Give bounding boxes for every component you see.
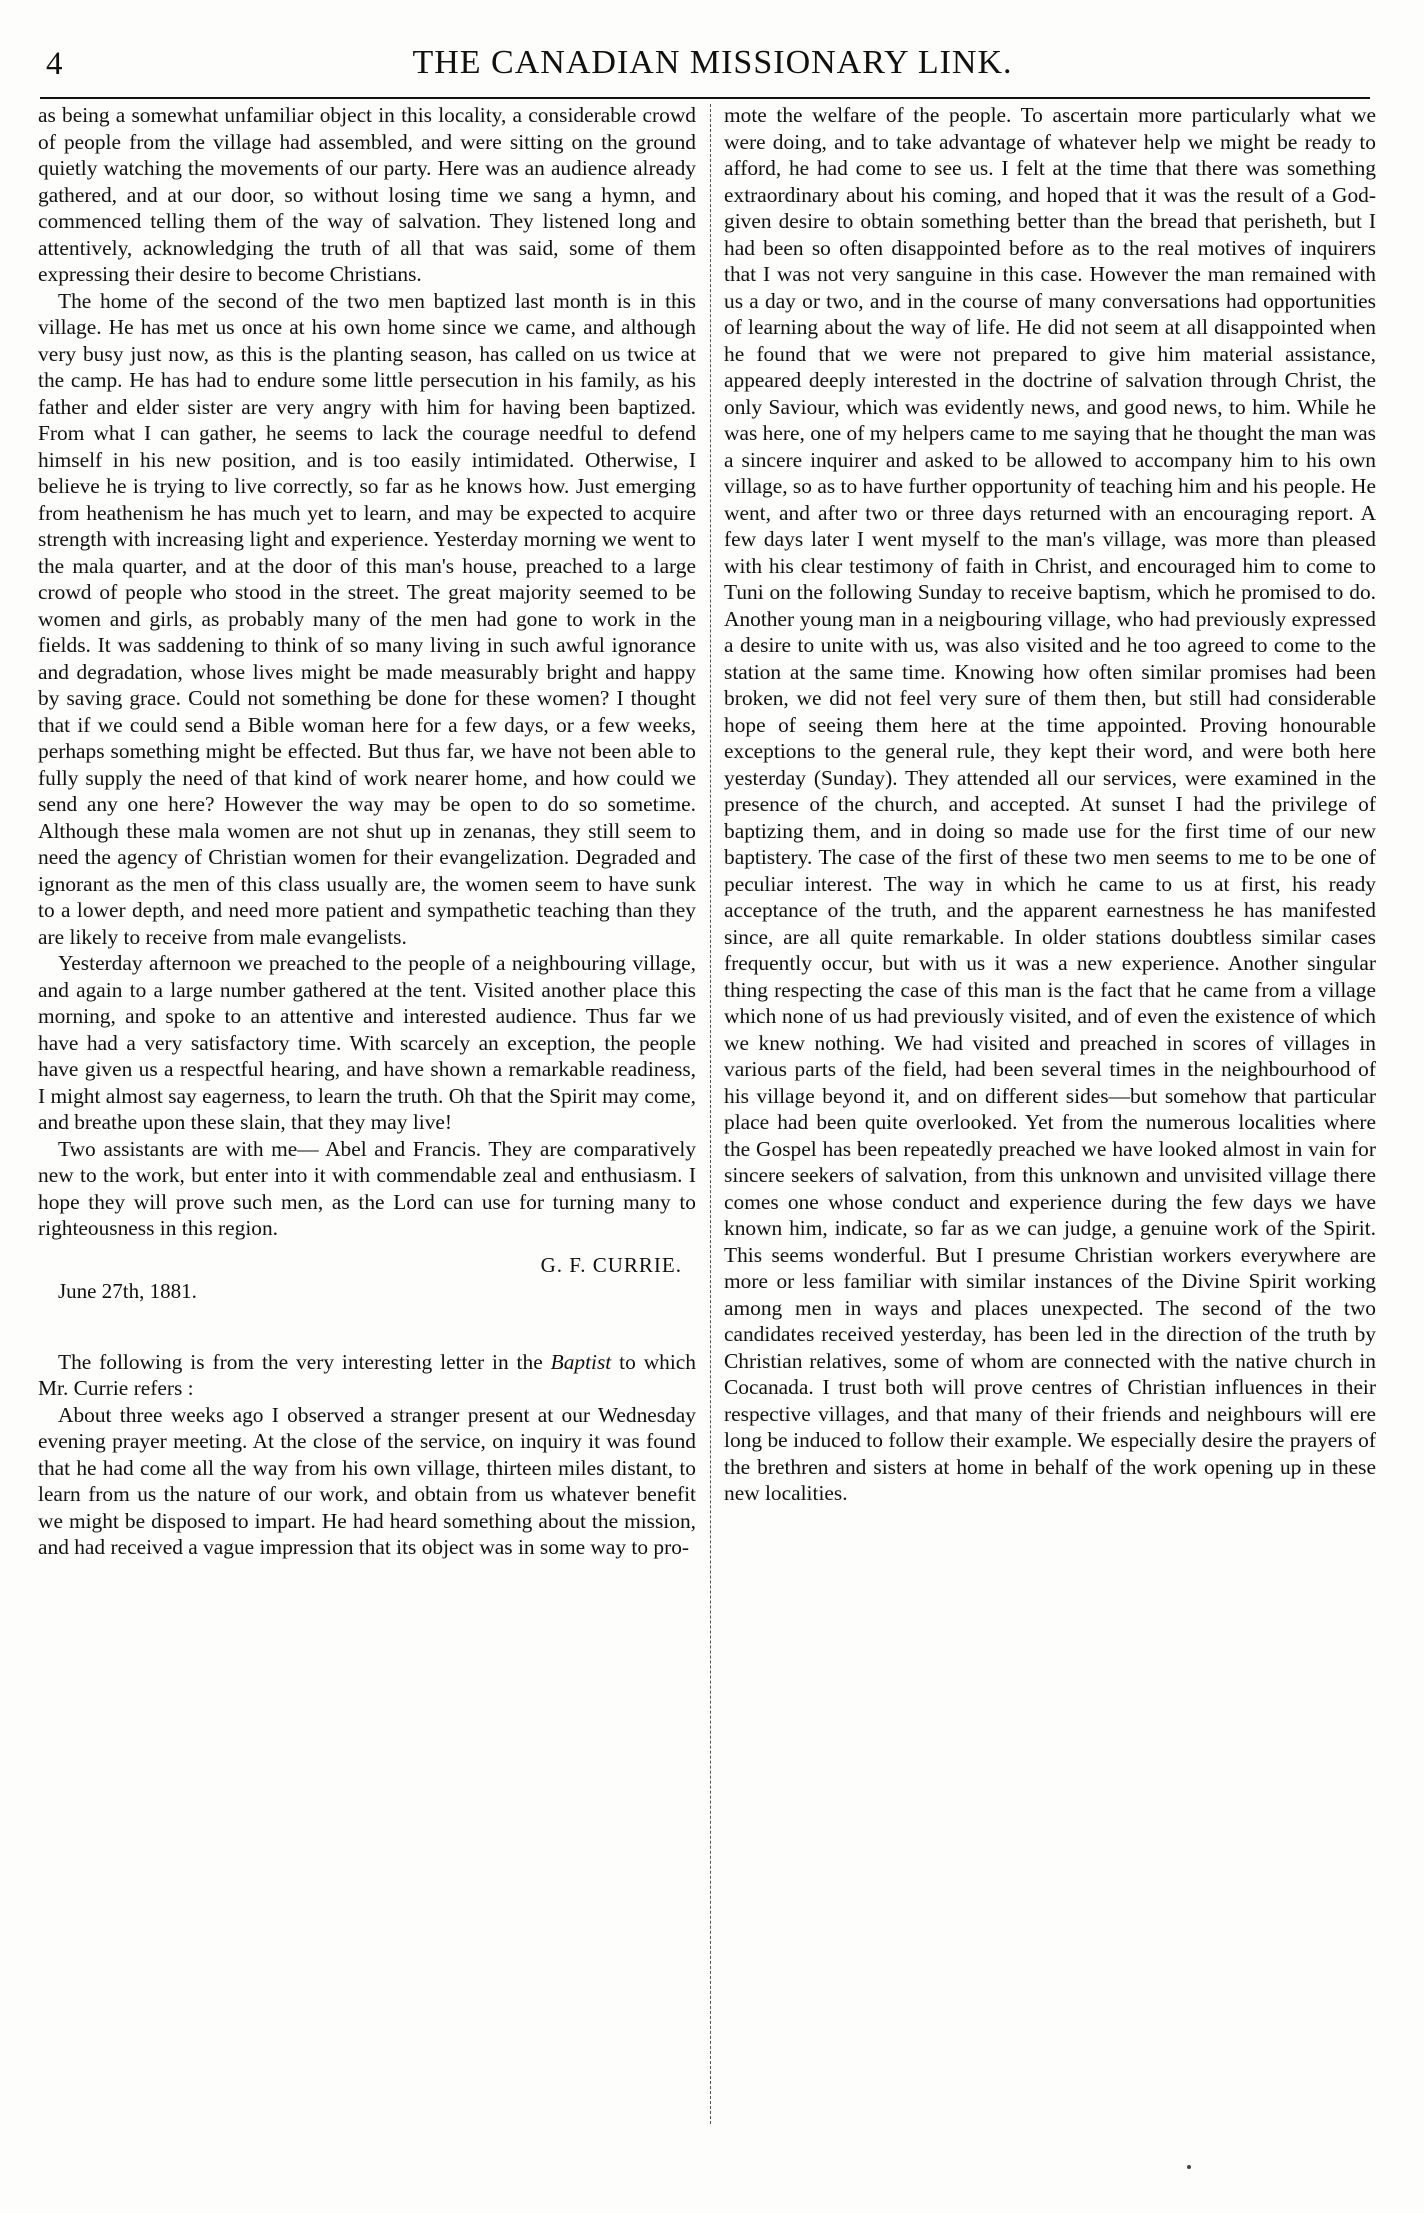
letter-date: June 27th, 1881. xyxy=(58,1279,197,1303)
paragraph: as being a somewhat unfamiliar object in this locality, a considerable crowd of people from the village had assembled, and were sitting on the ground quietly watching the movements of our party. Here was an audience already gathered, and at our door, so without losing time we sang a hymn, and commenced telling them of the way of salvation. They listened long and attentively, acknowledging the truth of all that was said, some of them expressing their desire to become Christians. xyxy=(38,103,696,286)
paragraph: About three weeks ago I observed a stranger present at our Wednesday evening prayer meeting. At the close of the service, on inquiry it was found that he had come all the way from his own village, thirteen miles distant, to learn from us the nature of our work, and obtain from us whatever benefit we might be disposed to impart. He had heard something about the mission, and had received a vague impression that its object was in some way to pro- xyxy=(38,1402,696,1559)
header-rule xyxy=(40,97,1370,99)
right-column xyxy=(724,102,1376,2142)
intro-paragraph xyxy=(38,1349,696,1402)
intro-text: The following is from the very interesting letter in the xyxy=(58,1349,551,1374)
paragraph: The home of the second of the two men baptized last month is in this village. He has met us once at his own home since we came, and although very busy just now, as this is the planting season, has called on us twice at the camp. He has had to endure some little persecution in his family, as his father and elder sister are very angry with him for having been baptized. From what I can gather, he seems to lack the courage needful to defend himself in his new position, and is too easily intimidated. Otherwise, I believe he is trying to live correctly, so far as he knows how. Just emerging from heathenism he has much yet to learn, and may be expected to acquire strength with increasing light and experience. Yesterday morning we went to the mala quarter, and at the door of this man's house, preached to a large crowd of people who stood in the street. The great majority seemed to be women and girls, as probably many of the men had gone to work in the fields. It was saddening to think of so many living in such awful ignorance and degradation, whose lives might be made measurably bright and happy by saving grace. Could not something be done for these women? I thought that if we could send a Bible woman here for a few days, or a few weeks, perhaps something might be effected. But thus far, we have not been able to fully supply the need of that kind of work nearer home, and how could we send any one here? However the way may be open to do so sometime. Although these mala women are not shut up in zenanas, they still seem to need the agency of Christian women for their evangelization. Degraded and ignorant as the men of this class usually are, the women seem to have sunk to a lower depth, and need more patient and sympathetic teaching than they are likely to receive from male evangelists. xyxy=(38,288,696,949)
baptist-title: Baptist xyxy=(550,1349,612,1374)
paragraph: Two assistants are with me— Abel and Francis. They are comparatively new to the work, but enter into it with commendable zeal and enthusiasm. I hope they will prove such men, as the Lord can use for turning many to righteousness in this region. xyxy=(38,1136,696,1240)
column-divider xyxy=(710,104,711,2124)
left-column xyxy=(38,102,696,2142)
paragraph: mote the welfare of the people. To ascertain more particularly what we were doing, and to take advantage of whatever help we might be ready to afford, he had come to see us. I felt at the time that there was something extraordinary about his coming, and hoped that it was the result of a God-given desire to obtain something better than the bread that perisheth, but I had been so often disappointed before as to the real motives of inquirers that I was not very sanguine in this case. However the man remained with us a day or two, and in the course of many conversations had opportunities of learning about the way of life. He did not seem at all disappointed when he found that we were not prepared to give him material assistance, appeared deeply interested in the doctrine of salvation through Christ, the only Saviour, which was evidently news, and good news, to him. While he was here, one of my helpers came to me saying that he thought the man was a sincere inquirer and asked to be allowed to accompany him to his own village, so as to have further opportunity of teaching him and his people. He went, and after two or three days returned with an encouraging report. A few days later I went myself to the man's village, was more than pleased with his clear testimony of faith in Christ, and encouraged him to come to Tuni on the following Sunday to receive baptism, which he promised to do. Another young man in a neigbouring village, who had previously expressed a desire to unite with us, was also visited and he too agreed to come to the station at the same time. Knowing how often similar promises had been broken, we did not feel very sure of them then, but still had considerable hope of seeing them here at the time appointed. Proving honourable exceptions to the general rule, they kept their word, and were both here yesterday (Sunday). They attended all our services, were examined in the presence of the church, and accepted. At sunset I had the privilege of baptizing them, and in doing so made use for the first time of our new baptistery. The case of the first of these two men seems to me to be one of peculiar interest. The way in which he came to us at first, his ready acceptance of the truth, and the apparent earnestness he has manifested since, are all quite remarkable. In older stations doubtless similar cases frequently occur, but with us it was a new experience. Another singular thing respecting the case of this man is the fact that he came from a village which none of us had previously visited, and of even the existence of which we knew nothing. We had visited and preached in scores of villages in various parts of the field, had been several times in the neighbourhood of his village beyond it, and on different sides—but somehow that particular place had been quite overlooked. Yet from the numerous localities where the Gospel has been repeatedly preached we have looked almost in vain for sincere seekers of salvation, from this unknown and unvisited village there comes one whose conduct and experience during the few days we have known him, indicate, so far as we can judge, a genuine work of the Spirit. This seems wonderful. But I presume Christian workers everywhere are more or less familiar with similar instances of the Divine Spirit working among men in ways and places unexpected. The second of the two candidates received yesterday, has been led in the direction of the truth by Christian relatives, some of whom are connected with the native church in Cocanada. I trust both will prove centres of Christian influences in their respective villages, and that many of their friends and neighbours will ere long be induced to follow their example. We especially desire the prayers of the brethren and sisters at home in behalf of the work opening up in these new localities. xyxy=(724,103,1376,1505)
intro-text-end: to which Mr. Currie refers : xyxy=(38,1349,696,1400)
page-header xyxy=(40,44,1365,86)
running-title: THE CANADIAN MISSIONARY LINK. xyxy=(412,44,1013,81)
ink-speck xyxy=(1187,2165,1191,2169)
section-gap xyxy=(38,1305,696,1349)
page-number: 4 xyxy=(46,46,63,82)
paragraph: Yesterday afternoon we preached to the people of a neighbouring village, and again to a large number gathered at the tent. Visited another place this morning, and spoke to an attentive and interested audience. Thus far we have had a very satisfactory time. With scarcely an exception, the people have given us a respectful hearing, and have shown a remarkable readiness, I might almost say eagerness, to learn the truth. Oh that the Spirit may come, and breathe upon these slain, that they may live! xyxy=(38,951,696,1134)
signature: G. F. CURRIE. xyxy=(540,1252,682,1277)
